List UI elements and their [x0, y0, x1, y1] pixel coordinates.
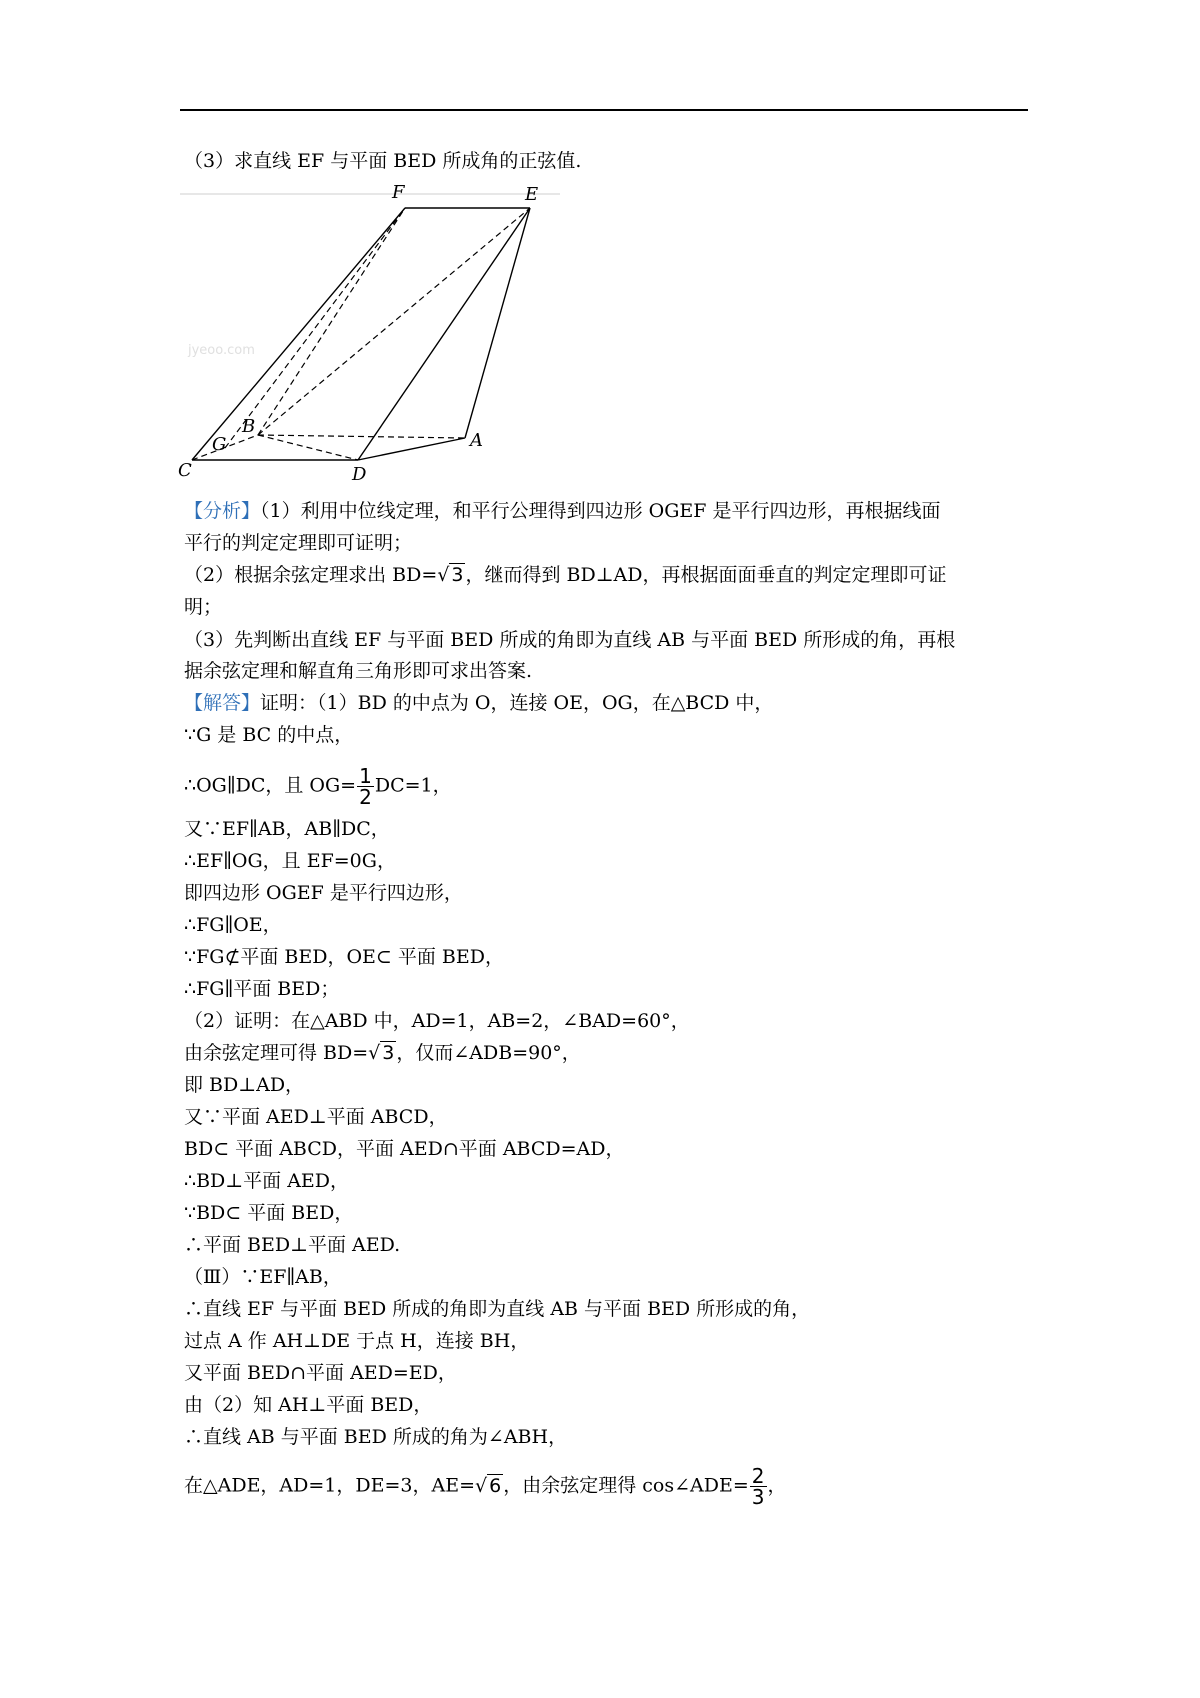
geometry-figure	[178, 182, 560, 488]
edge-GF	[225, 208, 405, 448]
analysis-tag: 【分析】	[184, 500, 261, 522]
analysis-line-1: 【分析】（1）利用中位线定理，和平行公理得到四边形 OGEF 是平行四边形，再根据线面	[184, 500, 941, 522]
question-part3: （3）求直线 EF 与平面 BED 所成角的正弦值.	[184, 150, 582, 172]
label-D: D	[352, 464, 367, 485]
edge-BD	[258, 435, 358, 460]
solution-line-14: BD⊂ 平面 ABCD，平面 AED∩平面 ABCD=AD，	[184, 1138, 625, 1160]
edge-BE	[258, 208, 530, 435]
solution-line-20: 过点 A 作 AH⊥DE 于点 H，连接 BH，	[184, 1330, 530, 1352]
sqrt-3: √ 3	[437, 564, 464, 586]
label-A: A	[470, 430, 483, 451]
label-C: C	[178, 460, 192, 481]
edge-CF	[192, 208, 405, 460]
solution-line-4: 又∵EF∥AB，AB∥DC，	[184, 818, 390, 840]
fraction-two-thirds: $\frac{2}{3}$	[751, 1464, 765, 1509]
solution-line-22: 由（2）知 AH⊥平面 BED，	[184, 1394, 433, 1416]
analysis-line-6: 据余弦定理和解直角三角形即可求出答案.	[184, 660, 533, 682]
solution-line-16: ∵BD⊂ 平面 BED，	[184, 1202, 354, 1224]
analysis-line-2: 平行的判定定理即可证明；	[184, 532, 413, 554]
solution-line-8: ∵FG⊄平面 BED，OE⊂ 平面 BED，	[184, 946, 504, 968]
solution-line-24: 在△ADE，AD=1，DE=3，AE=√ 6 ，由余弦定理得 cos∠ADE= $\frac{2}{3}$ ，	[184, 1464, 787, 1509]
sqrt-6: √ 6	[475, 1474, 502, 1497]
solution-line-5: ∴EF∥OG，且 EF=0G，	[184, 850, 396, 872]
solution-line-1: 【解答】证明：（1）BD 的中点为 O，连接 OE，OG，在△BCD 中，	[184, 692, 774, 714]
solution-tag: 【解答】	[184, 692, 261, 714]
solution-line-18: （Ⅲ）∵EF∥AB，	[184, 1266, 342, 1288]
header-rule	[180, 109, 1028, 111]
solution-line-21: 又平面 BED∩平面 AED=ED，	[184, 1362, 457, 1384]
watermark: jyeoo.com	[188, 343, 255, 358]
analysis-line-4: 明；	[184, 596, 223, 618]
edge-BF	[258, 208, 405, 435]
solution-line-2: ∵G 是 BC 的中点，	[184, 724, 354, 746]
solution-line-15: ∴BD⊥平面 AED，	[184, 1170, 350, 1192]
solution-line-9: ∴FG∥平面 BED；	[184, 978, 340, 1000]
analysis-line-5: （3）先判断出直线 EF 与平面 BED 所成的角即为直线 AB 与平面 BED 所形成的角，再根	[184, 629, 956, 651]
solution-line-10: （2）证明：在△ABD 中，AD=1，AB=2，∠BAD=60°，	[184, 1010, 690, 1032]
edge-BA	[258, 435, 465, 438]
solution-line-19: ∴直线 EF 与平面 BED 所成的角即为直线 AB 与平面 BED 所形成的角，	[184, 1298, 811, 1320]
solution-line-12: 即 BD⊥AD，	[184, 1074, 305, 1096]
edge-DA	[358, 438, 465, 460]
solution-line-7: ∴FG∥OE，	[184, 914, 282, 936]
fraction-half: $\frac{1}{2}$	[359, 764, 372, 809]
label-F: F	[392, 182, 405, 203]
solution-line-17: ∴平面 BED⊥平面 AED.	[184, 1234, 401, 1256]
solution-line-3: ∴OG∥DC，且 OG= $\frac{1}{2}$ DC=1，	[184, 764, 452, 809]
solution-line-11: 由余弦定理可得 BD=√ 3 ，仅而∠ADB=90°，	[184, 1042, 581, 1064]
label-B: B	[242, 416, 256, 437]
edge-DE	[358, 208, 530, 460]
analysis-line-3: （2）根据余弦定理求出 BD=√ 3 ，继而得到 BD⊥AD，再根据面面垂直的判定定理即可证	[184, 564, 947, 586]
label-E: E	[525, 184, 539, 205]
solution-line-6: 即四边形 OGEF 是平行四边形，	[184, 882, 463, 904]
solution-line-23: ∴直线 AB 与平面 BED 所成的角为∠ABH，	[184, 1426, 568, 1448]
sqrt-3: √ 3	[368, 1042, 395, 1064]
edge-EA	[465, 208, 530, 438]
label-G: G	[212, 434, 227, 455]
solution-line-13: 又∵平面 AED⊥平面 ABCD，	[184, 1106, 448, 1128]
